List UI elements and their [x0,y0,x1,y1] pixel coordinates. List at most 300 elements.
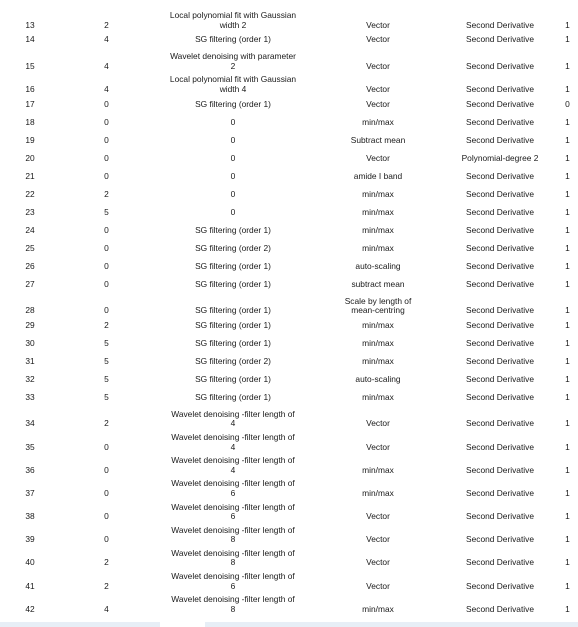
flag-cell [557,546,578,569]
row-number-cell-text: 22 [25,188,35,199]
derivative-cell [443,569,557,592]
derivative-cell [443,132,557,150]
row-number-cell-text: 34 [25,418,35,429]
table-row [0,150,578,168]
derivative-cell-text: Second Derivative [466,534,534,545]
preprocessing-cell [153,453,313,476]
table-row [0,335,578,353]
preprocessing-cell-line: 0 [230,116,236,127]
flag-cell-text: 1 [565,603,570,614]
flag-cell [557,335,578,353]
row-number-cell-text: 13 [25,19,35,30]
normalization-cell-line: min/max [362,188,394,199]
row-number-cell-text: 33 [25,391,35,402]
derivative-cell [443,204,557,222]
preprocessing-cell-line: 0 [230,152,236,163]
row-number-cell-text: 18 [25,116,35,127]
count-cell-text: 0 [104,170,109,181]
count-cell [60,240,153,258]
count-cell-text: 2 [104,188,109,199]
preprocessing-cell [153,569,313,592]
count-cell [60,8,153,31]
derivative-cell [443,476,557,499]
row-number-cell [0,353,60,371]
preprocessing-cell-line: Wavelet denoising with parameter [170,51,296,62]
preprocessing-cell-line: Wavelet denoising -filter length of [171,524,295,535]
count-cell-text: 0 [104,278,109,289]
preprocessing-cell-line: Local polynomial fit with Gaussian [169,10,297,20]
normalization-cell-line: Scale by length of [344,295,412,306]
derivative-cell-text: Second Derivative [466,441,534,452]
count-cell-text: 0 [104,534,109,545]
flag-cell [557,258,578,276]
normalization-cell [313,353,443,371]
table-row [0,569,578,592]
normalization-cell-line: min/max [362,391,394,402]
normalization-cell-line: min/max [362,337,394,348]
preprocessing-cell [153,204,313,222]
preprocessing-cell-line: 6 [230,487,236,498]
count-cell-text: 0 [104,98,109,109]
normalization-cell [313,371,443,389]
count-cell-text: 0 [104,224,109,235]
row-number-cell [0,546,60,569]
row-number-cell-text: 25 [25,242,35,253]
table-row [0,371,578,389]
preprocessing-cell [153,150,313,168]
preprocessing-cell-line: SG filtering (order 1) [195,373,271,384]
derivative-cell-text: Second Derivative [466,557,534,568]
preprocessing-cell [153,430,313,453]
preprocessing-cell-line: 4 [230,464,236,475]
flag-cell [557,132,578,150]
row-number-cell-text: 27 [25,278,35,289]
flag-cell [557,186,578,204]
normalization-cell-line: min/max [362,242,394,253]
flag-cell [557,96,578,114]
derivative-cell [443,72,557,95]
count-cell [60,31,153,49]
row-number-cell [0,276,60,294]
preprocessing-cell-line: 8 [230,534,236,545]
derivative-cell-text: Second Derivative [466,511,534,522]
flag-cell [557,8,578,31]
normalization-cell-line: Vector [366,83,390,94]
flag-cell [557,353,578,371]
normalization-cell-line: Vector [366,534,390,545]
normalization-cell [313,476,443,499]
row-number-cell [0,96,60,114]
count-cell-text: 2 [104,580,109,591]
derivative-cell-text: Second Derivative [466,60,534,71]
preprocessing-cell [153,389,313,407]
derivative-cell-text: Second Derivative [466,580,534,591]
normalization-cell [313,453,443,476]
derivative-cell [443,31,557,49]
preprocessing-cell-line: SG filtering (order 1) [195,260,271,271]
normalization-cell [313,150,443,168]
count-cell [60,204,153,222]
derivative-cell [443,500,557,523]
preprocessing-cell-line: 0 [230,134,236,145]
row-number-cell [0,150,60,168]
normalization-cell-line: Subtract mean [350,134,406,145]
derivative-cell-text: Second Derivative [466,83,534,94]
derivative-cell-text: Second Derivative [466,188,534,199]
normalization-cell-line: amide I band [353,170,403,181]
derivative-cell [443,546,557,569]
row-number-cell [0,240,60,258]
derivative-cell [443,96,557,114]
derivative-cell-text: Second Derivative [466,355,534,366]
count-cell [60,186,153,204]
row-number-cell [0,186,60,204]
table-row [0,294,578,317]
flag-cell [557,150,578,168]
flag-cell-text: 1 [565,134,570,145]
preprocessing-cell-line: Wavelet denoising -filter length of [171,478,295,489]
count-cell [60,317,153,335]
flag-cell [557,114,578,132]
flag-cell [557,453,578,476]
derivative-cell [443,49,557,72]
flag-cell-text: 1 [565,19,570,30]
table-row [0,476,578,499]
count-cell-text: 2 [104,19,109,30]
derivative-cell [443,276,557,294]
table-row [0,132,578,150]
row-number-cell-text: 42 [25,603,35,614]
count-cell [60,430,153,453]
flag-cell-text: 1 [565,373,570,384]
preprocessing-cell-line: 6 [230,511,236,522]
table-row [0,500,578,523]
derivative-cell [443,353,557,371]
row-number-cell [0,371,60,389]
table-row [0,353,578,371]
count-cell-text: 0 [104,441,109,452]
normalization-cell [313,569,443,592]
count-cell-text: 0 [104,487,109,498]
normalization-cell [313,31,443,49]
flag-cell [557,476,578,499]
preprocessing-cell [153,371,313,389]
flag-cell [557,592,578,615]
preprocessing-cell [153,168,313,186]
normalization-cell-line: Vector [366,98,390,109]
count-cell-text: 4 [104,603,109,614]
flag-cell [557,222,578,240]
preprocessing-cell-line: width 2 [219,19,247,30]
preprocessing-cell-line: Wavelet denoising -filter length of [171,501,295,512]
results-table [0,8,578,615]
count-cell [60,114,153,132]
count-cell [60,335,153,353]
preprocessing-cell-line: SG filtering (order 2) [195,242,271,253]
row-number-cell [0,453,60,476]
row-number-cell-text: 39 [25,534,35,545]
flag-cell [557,407,578,430]
preprocessing-cell [153,240,313,258]
normalization-cell-line: min/max [362,603,394,614]
table-row [0,240,578,258]
row-number-cell [0,258,60,276]
flag-cell-text: 1 [565,260,570,271]
row-number-cell [0,49,60,72]
normalization-cell-line: min/max [362,464,394,475]
count-cell-text: 5 [104,391,109,402]
count-cell [60,276,153,294]
derivative-cell [443,258,557,276]
preprocessing-cell-line: Wavelet denoising -filter length of [171,455,295,466]
count-cell-text: 0 [104,511,109,522]
preprocessing-cell-line: SG filtering (order 1) [195,305,271,316]
flag-cell-text: 1 [565,557,570,568]
preprocessing-cell [153,523,313,546]
derivative-cell [443,222,557,240]
count-cell-text: 4 [104,34,109,45]
preprocessing-cell [153,132,313,150]
table-row [0,407,578,430]
normalization-cell-line: Vector [366,418,390,429]
normalization-cell-line: Vector [366,511,390,522]
count-cell [60,453,153,476]
normalization-cell [313,500,443,523]
count-cell-text: 2 [104,319,109,330]
derivative-cell-text: Second Derivative [466,487,534,498]
row-number-cell-text: 16 [25,83,35,94]
table-row [0,96,578,114]
flag-cell-text: 1 [565,60,570,71]
preprocessing-cell [153,407,313,430]
count-cell [60,150,153,168]
row-number-cell [0,592,60,615]
count-cell [60,132,153,150]
preprocessing-cell [153,186,313,204]
row-number-cell [0,204,60,222]
flag-cell-text: 1 [565,511,570,522]
derivative-cell [443,8,557,31]
normalization-cell-line: Vector [366,34,390,45]
row-number-cell-text: 30 [25,337,35,348]
derivative-cell [443,523,557,546]
row-number-cell [0,476,60,499]
count-cell [60,546,153,569]
flag-cell-text: 1 [565,224,570,235]
row-number-cell-text: 21 [25,170,35,181]
normalization-cell [313,335,443,353]
count-cell [60,49,153,72]
count-cell-text: 0 [104,242,109,253]
row-number-cell-text: 26 [25,260,35,271]
count-cell [60,222,153,240]
derivative-cell-text: Second Derivative [466,603,534,614]
normalization-cell [313,186,443,204]
preprocessing-cell-line: Wavelet denoising -filter length of [171,408,295,419]
row-number-cell [0,407,60,430]
derivative-cell [443,335,557,353]
flag-cell-text: 1 [565,278,570,289]
preprocessing-cell-line: SG filtering (order 1) [195,278,271,289]
count-cell [60,569,153,592]
preprocessing-cell [153,476,313,499]
derivative-cell [443,294,557,317]
table-row [0,114,578,132]
row-number-cell-text: 23 [25,206,35,217]
table-row [0,186,578,204]
preprocessing-cell [153,592,313,615]
table-row [0,523,578,546]
table-row [0,8,578,31]
normalization-cell [313,72,443,95]
table-row [0,317,578,335]
count-cell-text: 0 [104,116,109,127]
normalization-cell [313,294,443,317]
row-number-cell [0,114,60,132]
count-cell-text: 0 [104,134,109,145]
derivative-cell-text: Second Derivative [466,206,534,217]
table-row [0,276,578,294]
preprocessing-cell-line: SG filtering (order 1) [195,319,271,330]
derivative-cell-text: Second Derivative [466,98,534,109]
preprocessing-cell-line: 2 [230,60,236,71]
preprocessing-cell-line: Wavelet denoising -filter length of [171,594,295,605]
row-number-cell [0,294,60,317]
derivative-cell-text: Second Derivative [466,134,534,145]
derivative-cell-text: Polynomial-degree 2 [461,152,539,163]
page-bottom-strip [0,622,578,627]
normalization-cell-line: auto-scaling [355,373,401,384]
count-cell-text: 5 [104,373,109,384]
row-number-cell-text: 41 [25,580,35,591]
flag-cell [557,276,578,294]
normalization-cell [313,204,443,222]
count-cell-text: 0 [104,464,109,475]
preprocessing-cell-line: 4 [230,418,236,429]
normalization-cell [313,317,443,335]
count-cell-text: 4 [104,83,109,94]
normalization-cell-line: min/max [362,116,394,127]
preprocessing-cell [153,500,313,523]
preprocessing-cell [153,294,313,317]
flag-cell-text: 1 [565,418,570,429]
preprocessing-cell-line: 8 [230,557,236,568]
flag-cell [557,389,578,407]
flag-cell [557,294,578,317]
derivative-cell-text: Second Derivative [466,278,534,289]
flag-cell-text: 1 [565,441,570,452]
preprocessing-cell-line: Wavelet denoising -filter length of [171,571,295,582]
normalization-cell [313,407,443,430]
derivative-cell-text: Second Derivative [466,242,534,253]
table-row [0,258,578,276]
flag-cell [557,49,578,72]
preprocessing-cell-line: 8 [230,603,236,614]
row-number-cell-text: 36 [25,464,35,475]
row-number-cell-text: 20 [25,152,35,163]
count-cell-text: 0 [104,260,109,271]
row-number-cell [0,389,60,407]
flag-cell-text: 1 [565,319,570,330]
count-cell [60,523,153,546]
derivative-cell-text: Second Derivative [466,305,534,316]
derivative-cell-text: Second Derivative [466,391,534,402]
flag-cell-text: 1 [565,391,570,402]
row-number-cell [0,222,60,240]
derivative-cell-text: Second Derivative [466,170,534,181]
row-number-cell-text: 29 [25,319,35,330]
flag-cell-text: 1 [565,116,570,127]
normalization-cell-line: auto-scaling [355,260,401,271]
flag-cell [557,240,578,258]
preprocessing-cell-line: SG filtering (order 1) [195,391,271,402]
flag-cell [557,371,578,389]
row-number-cell [0,430,60,453]
normalization-cell [313,96,443,114]
count-cell [60,407,153,430]
normalization-cell [313,222,443,240]
preprocessing-cell-line: width 4 [219,83,247,94]
preprocessing-cell [153,49,313,72]
preprocessing-cell-line: SG filtering (order 1) [195,337,271,348]
normalization-cell [313,240,443,258]
table-row [0,592,578,615]
flag-cell [557,317,578,335]
count-cell [60,500,153,523]
normalization-cell [313,49,443,72]
count-cell-text: 5 [104,206,109,217]
normalization-cell [313,168,443,186]
row-number-cell [0,168,60,186]
derivative-cell [443,114,557,132]
derivative-cell-text: Second Derivative [466,464,534,475]
normalization-cell [313,546,443,569]
preprocessing-cell-line: Local polynomial fit with Gaussian [169,74,297,85]
derivative-cell [443,592,557,615]
count-cell [60,389,153,407]
derivative-cell [443,240,557,258]
flag-cell-text: 1 [565,355,570,366]
row-number-cell [0,132,60,150]
flag-cell-text: 1 [565,242,570,253]
derivative-cell-text: Second Derivative [466,418,534,429]
count-cell-text: 0 [104,152,109,163]
normalization-cell-line: min/max [362,224,394,235]
normalization-cell-line: Vector [366,441,390,452]
flag-cell [557,72,578,95]
row-number-cell-text: 28 [25,305,35,316]
row-number-cell-text: 32 [25,373,35,384]
preprocessing-cell [153,353,313,371]
count-cell [60,168,153,186]
normalization-cell [313,389,443,407]
flag-cell-text: 1 [565,305,570,316]
table-row [0,168,578,186]
derivative-cell-text: Second Derivative [466,116,534,127]
normalization-cell-line: Vector [366,557,390,568]
preprocessing-cell [153,546,313,569]
flag-cell-text: 1 [565,487,570,498]
count-cell [60,476,153,499]
normalization-cell-line: mean-centring [351,305,405,316]
normalization-cell [313,592,443,615]
preprocessing-cell [153,8,313,31]
row-number-cell [0,335,60,353]
derivative-cell [443,150,557,168]
preprocessing-cell-line: SG filtering (order 1) [195,34,271,45]
flag-cell [557,168,578,186]
preprocessing-cell [153,31,313,49]
